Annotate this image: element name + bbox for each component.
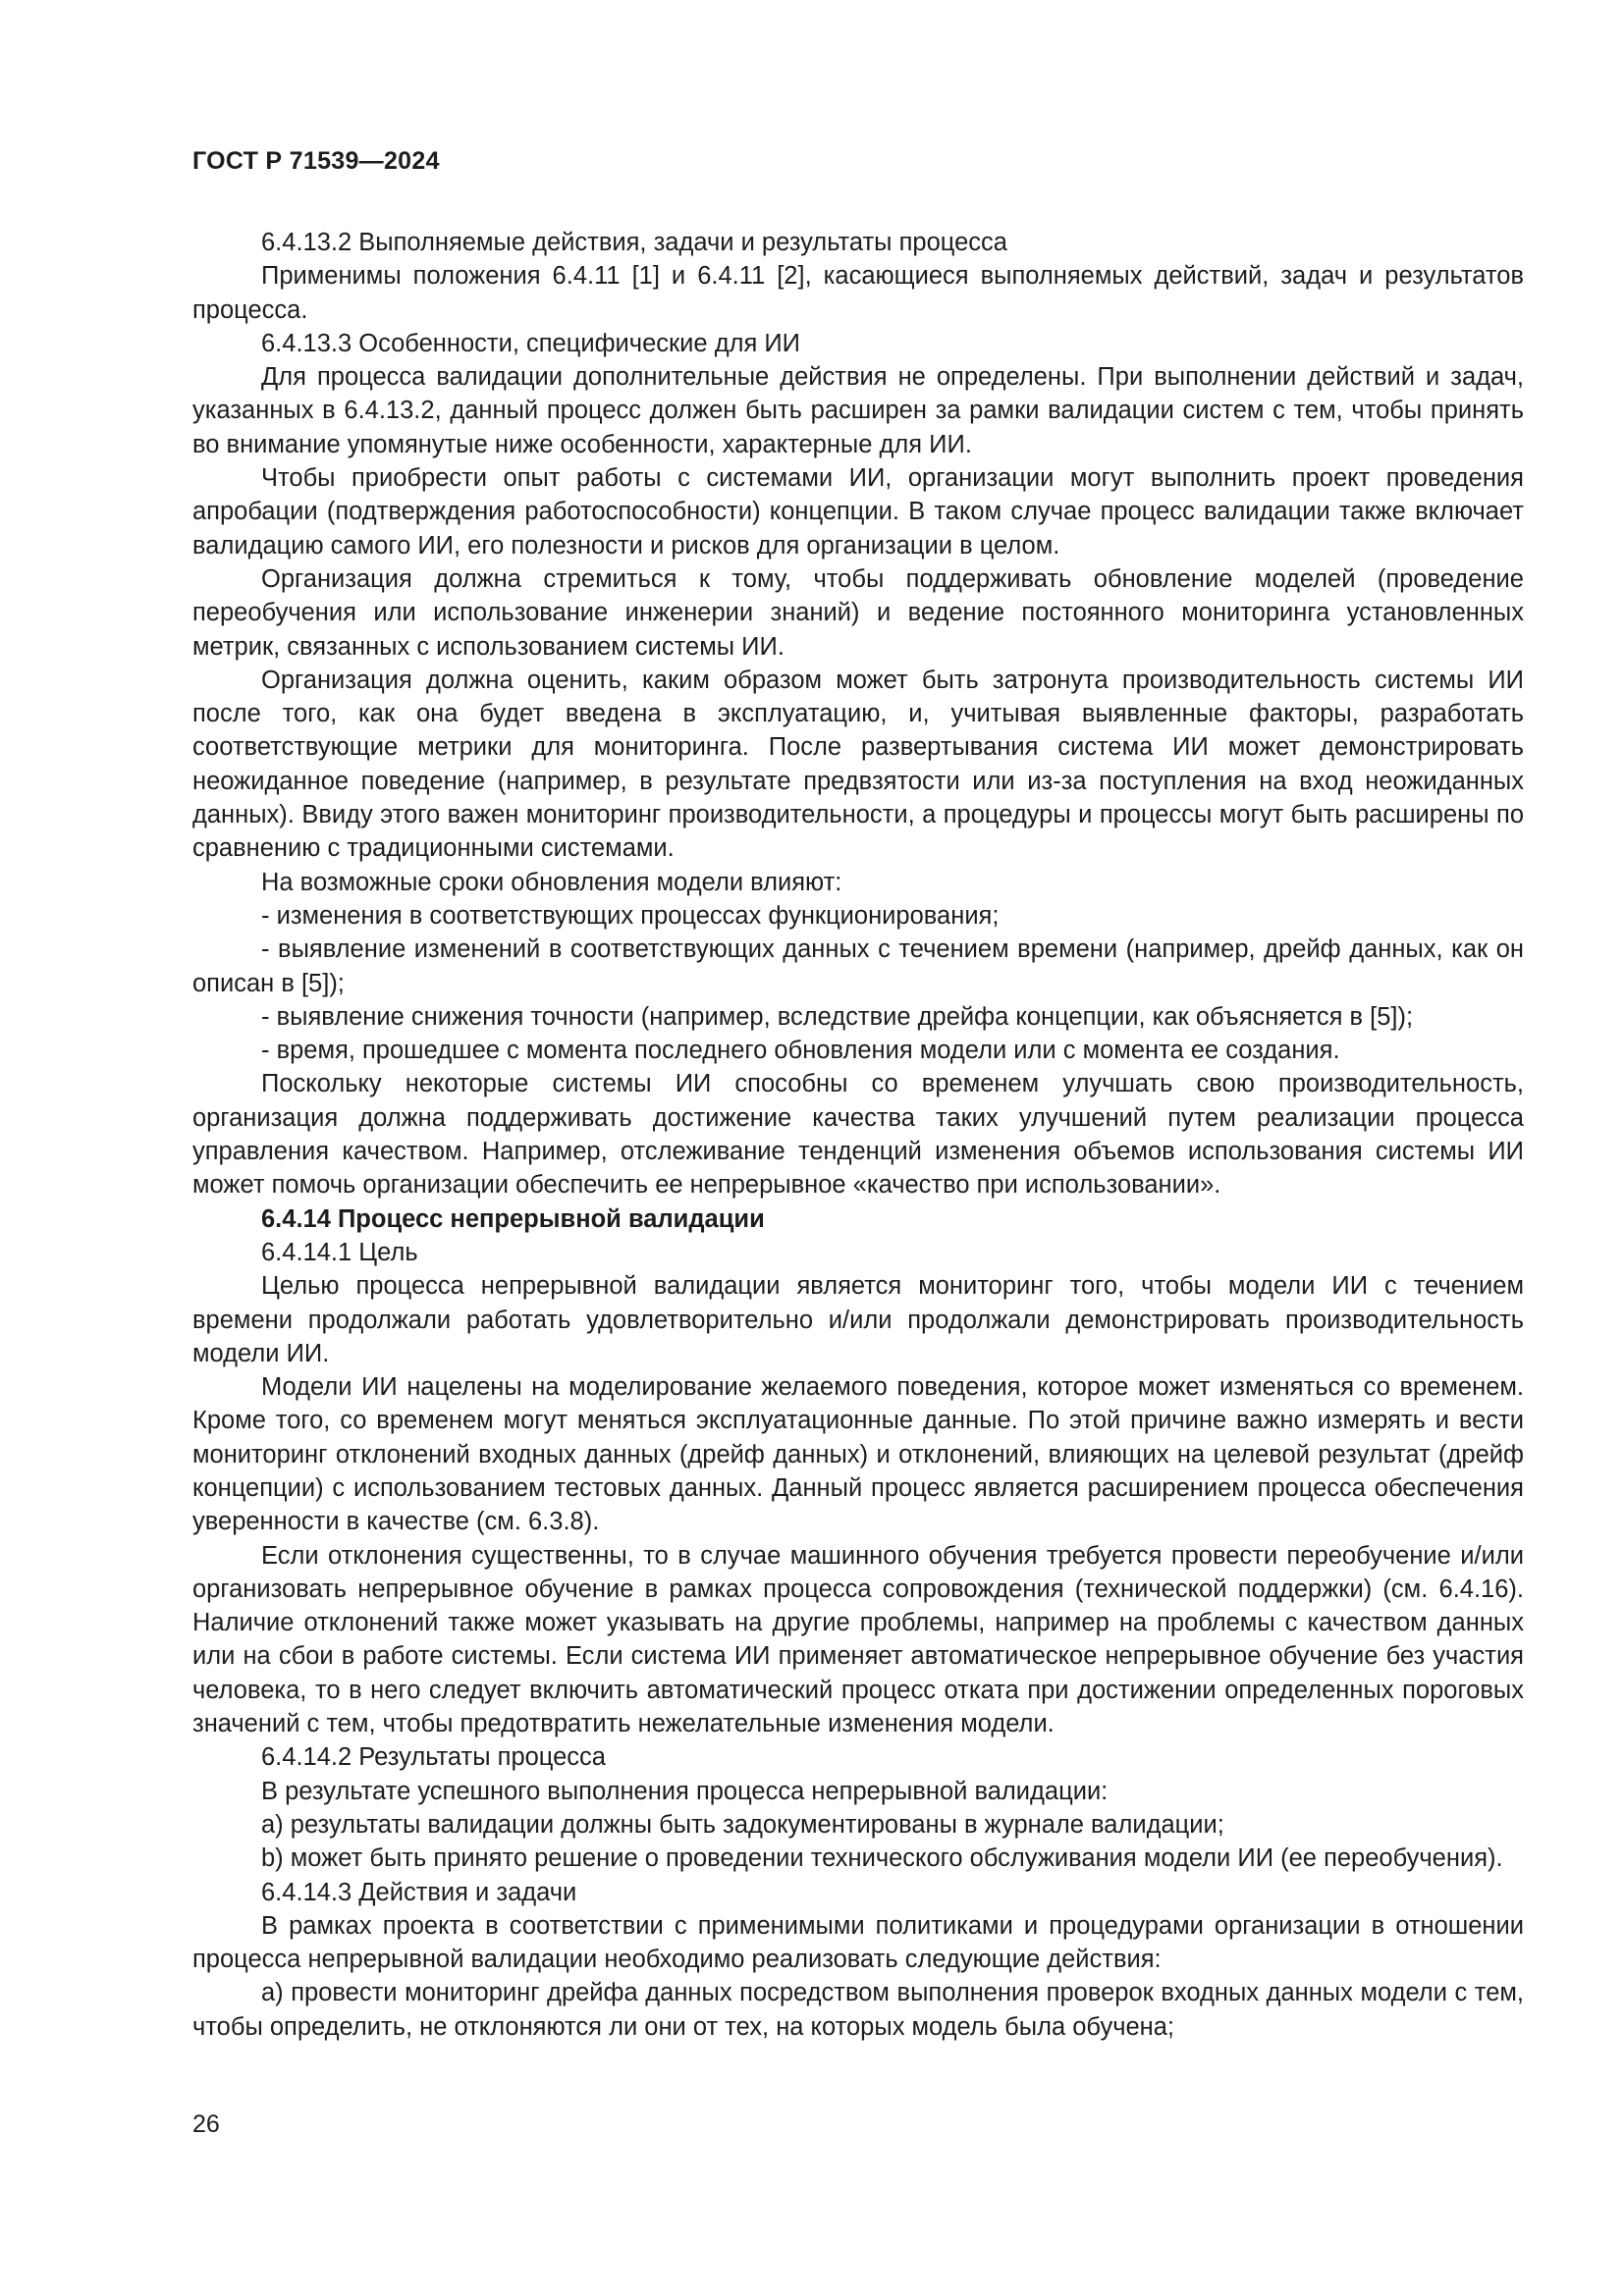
document-header: ГОСТ Р 71539—2024: [192, 147, 440, 175]
paragraph: 6.4.14.2 Результаты процесса: [261, 1743, 606, 1772]
paragraph: Для процесса валидации дополнительные действия не определены. При выполнении действий и задач, указанных в 6.4.13.2, данный процесс должен быть расширен за рамки валидации систем с тем, чтобы принять во внимание упомянутые ниже особенности, характерные для ИИ.: [192, 363, 1524, 458]
paragraph: - выявление снижения точности (например, вследствие дрейфа концепции, как объясняется в [5]);: [261, 1002, 1414, 1031]
paragraph: Организация должна стремиться к тому, чтобы поддерживать обновление моделей (проведение переобучения или использование инженерии знаний) и ведение постоянного мониторинга установленных метрик, связанных с использованием системы ИИ.: [192, 564, 1524, 661]
paragraph: Поскольку некоторые системы ИИ способны со временем улучшать свою производительность, организация должна поддерживать достижение качества таких улучшений путем реализации процесса управления качеством. Например, отслеживание тенденций изменения объемов использования системы ИИ может помочь организации обеспечить ее непрерывное «качество при использовании».: [192, 1070, 1524, 1200]
paragraph: a) провести мониторинг дрейфа данных посредством выполнения проверок входных данных модели с тем, чтобы определить, не отклоняются ли они от тех, на которых модель была обучена;: [192, 1979, 1524, 2041]
paragraph: Чтобы приобрести опыт работы с системами ИИ, организации могут выполнить проект проведения апробации (подтверждения работоспособности) концепции. В таком случае процесс валидации также включает валидацию самого ИИ, его полезности и рисков для организации в целом.: [192, 464, 1524, 560]
paragraph: a) результаты валидации должны быть задокументированы в журнале валидации;: [261, 1810, 1224, 1839]
paragraph: - время, прошедшее с момента последнего обновления модели или с момента ее создания.: [261, 1037, 1340, 1065]
paragraph: Применимы положения 6.4.11 [1] и 6.4.11 [2], касающиеся выполняемых действий, задач и результатов процесса.: [192, 262, 1524, 324]
paragraph: b) может быть принято решение о проведении технического обслуживания модели ИИ (ее переобучения).: [261, 1844, 1503, 1873]
paragraph: Модели ИИ нацелены на моделирование желаемого поведения, которое может изменяться со временем. Кроме того, со временем могут меняться эксплуатационные данные. По этой причине важно измерять и вести мониторинг отклонений входных данных (дрейф данных) и отклонений, влияющих на целевой результат (дрейф концепции) с использованием тестовых данных. Данный процесс является расширением процесса обеспечения уверенности в качестве (см. 6.3.8).: [192, 1373, 1524, 1536]
paragraph: 6.4.13.3 Особенности, специфические для ИИ: [261, 329, 800, 357]
paragraph: 6.4.14.1 Цель: [261, 1238, 418, 1266]
paragraph: 6.4.14.3 Действия и задачи: [261, 1878, 577, 1906]
paragraph: В рамках проекта в соответствии с применимыми политиками и процедурами организации в отношении процесса непрерывной валидации необходимо реализовать следующие действия:: [192, 1911, 1524, 1974]
paragraph: В результате успешного выполнения процесса непрерывной валидации:: [261, 1777, 1109, 1805]
paragraph: 6.4.13.2 Выполняемые действия, задачи и результаты процесса: [261, 229, 1007, 256]
page-number: 26: [192, 2110, 220, 2138]
paragraph: Организация должна оценить, каким образом может быть затронута производительность системы ИИ после того, как она будет введена в эксплуатацию, и, учитывая выявленные факторы, разработать соответствующие метрики для мониторинга. После развертывания система ИИ может демонстрировать неожиданное поведение (например, в результате предвзятости или из-за поступления на вход неожиданных данных). Ввиду этого важен мониторинг производительности, а процедуры и процессы могут быть расширены по сравнению с традиционными системами.: [192, 666, 1524, 863]
section-heading: 6.4.14 Процесс непрерывной валидации: [261, 1204, 765, 1233]
paragraph: - изменения в соответствующих процессах функционирования;: [261, 901, 1000, 930]
paragraph: Если отклонения существенны, то в случае машинного обучения требуется провести переобучение и/или организовать непрерывное обучение в рамках процесса сопровождения (технической поддержки) (см. 6.4.16). Наличие отклонений также может указывать на другие проблемы, например на проблемы с качеством данных или на сбои в работе системы. Если система ИИ применяет автоматическое непрерывное обучение без участия человека, то в него следует включить автоматический процесс отката при достижении определенных пороговых значений с тем, чтобы предотвратить нежелательные изменения модели.: [192, 1541, 1524, 1738]
document-body: [192, 226, 1524, 2044]
paragraph: На возможные сроки обновления модели влияют:: [261, 868, 842, 896]
paragraph: - выявление изменений в соответствующих данных с течением времени (например, дрейф данных, как он описан в [5]);: [192, 935, 1524, 997]
paragraph: Целью процесса непрерывной валидации является мониторинг того, чтобы модели ИИ с течением времени продолжали работать удовлетворительно и/или продолжали демонстрировать производительность модели ИИ.: [192, 1272, 1524, 1367]
